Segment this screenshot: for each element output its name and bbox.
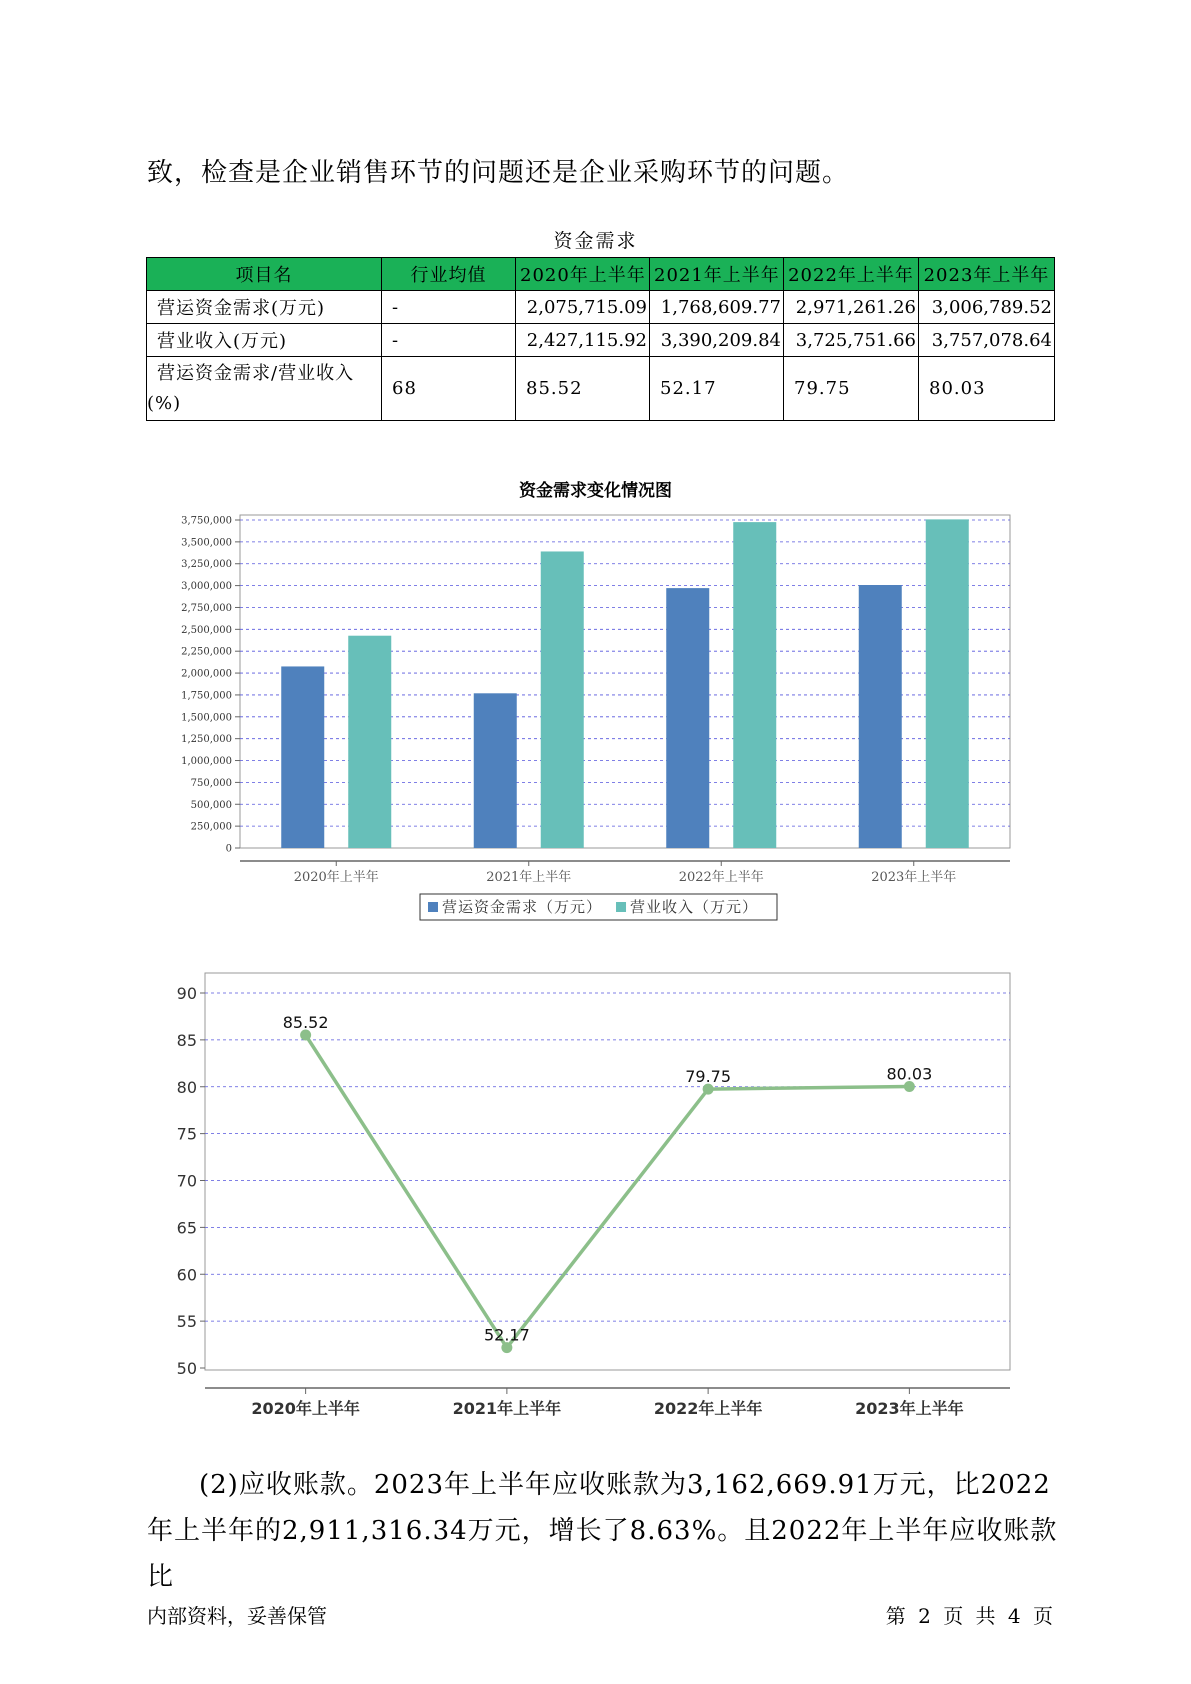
value-cell: 1,768,609.77 — [650, 291, 784, 324]
y-tick-label: 80 — [176, 1077, 197, 1097]
table-header-cell: 2021年上半年 — [650, 258, 784, 291]
data-label: 79.75 — [685, 1067, 732, 1087]
x-tick-label: 2023年上半年 — [855, 1399, 964, 1418]
y-tick-label: 750,000 — [190, 777, 232, 789]
y-tick-label: 65 — [176, 1218, 197, 1238]
industry-average-cell: - — [382, 291, 516, 324]
y-tick-label: 55 — [176, 1312, 197, 1332]
value-cell: 2,427,115.92 — [516, 324, 650, 357]
row-label: 营运资金需求(万元) — [147, 291, 382, 324]
x-tick-label: 2021年上半年 — [486, 870, 572, 885]
y-tick-label: 1,000,000 — [181, 756, 232, 768]
table-header-cell: 项目名 — [147, 258, 382, 291]
y-tick-label: 50 — [176, 1359, 197, 1378]
y-tick-label: 1,500,000 — [181, 712, 232, 724]
body-paragraph-bottom: (2)应收账款。2023年上半年应收账款为3,162,669.91万元，比2022年上半年的2,911,316.34万元，增长了8.63%。且2022年上半年应收账款比 — [147, 1470, 1058, 1592]
series-line — [306, 1035, 910, 1348]
y-tick-label: 75 — [176, 1124, 197, 1144]
y-tick-label: 90 — [176, 984, 197, 1003]
value-cell: 80.03 — [919, 357, 1055, 421]
row-label: 营业收入(万元) — [147, 324, 382, 357]
x-tick-label: 2020年上半年 — [293, 870, 379, 885]
x-tick-label: 2021年上半年 — [452, 1399, 562, 1418]
value-cell: 3,725,751.66 — [784, 324, 919, 357]
table-header-cell: 2022年上半年 — [784, 258, 919, 291]
table-header-cell: 行业均值 — [382, 258, 516, 291]
value-cell: 3,390,209.84 — [650, 324, 784, 357]
y-tick-label: 500,000 — [190, 799, 232, 811]
legend-label: 营业收入（万元） — [630, 898, 759, 916]
value-cell: 2,971,261.26 — [784, 291, 919, 324]
footer-note: 内部资料，妥善保管 — [147, 1604, 327, 1628]
table-header-cell: 2020年上半年 — [516, 258, 650, 291]
y-tick-label: 250,000 — [190, 821, 232, 833]
value-cell: 52.17 — [650, 357, 784, 421]
data-label: 52.17 — [483, 1325, 530, 1345]
table-caption: 资金需求 — [553, 230, 638, 252]
x-tick-label: 2022年上半年 — [653, 1399, 763, 1418]
value-cell: 3,757,078.64 — [919, 324, 1055, 357]
value-cell: 85.52 — [516, 357, 650, 421]
value-cell: 3,006,789.52 — [919, 291, 1055, 324]
x-tick-label: 2020年上半年 — [251, 1399, 360, 1418]
x-tick-label: 2022年上半年 — [678, 870, 764, 885]
bar-chart-title: 资金需求变化情况图 — [519, 481, 672, 501]
y-tick-label: 2,750,000 — [181, 602, 232, 614]
data-label: 80.03 — [886, 1064, 933, 1084]
y-tick-label: 1,750,000 — [181, 690, 232, 702]
x-tick-label: 2023年上半年 — [871, 870, 957, 885]
y-tick-label: 1,250,000 — [181, 734, 232, 746]
plot-frame — [205, 973, 1010, 1370]
y-tick-label: 2,000,000 — [181, 668, 232, 680]
y-tick-label: 2,500,000 — [181, 624, 232, 636]
row-label-text: 营运资金需求/营业收入(%) — [147, 362, 355, 414]
y-tick-label: 3,250,000 — [181, 559, 232, 571]
y-tick-label: 3,750,000 — [181, 515, 232, 527]
y-tick-label: 70 — [176, 1171, 197, 1191]
y-tick-label: 85 — [176, 1030, 197, 1050]
data-label: 85.52 — [282, 1013, 329, 1032]
industry-average-cell: 68 — [382, 357, 516, 421]
y-tick-label: 3,500,000 — [181, 537, 232, 549]
y-tick-label: 3,000,000 — [181, 581, 232, 593]
legend-label: 营运资金需求（万元） — [442, 898, 603, 916]
body-paragraph-top: 致，检查是企业销售环节的问题还是企业采购环节的问题。 — [147, 158, 850, 188]
value-cell: 79.75 — [784, 357, 919, 421]
value-cell: 2,075,715.09 — [516, 291, 650, 324]
y-tick-label: 60 — [176, 1265, 197, 1285]
table-header-cell: 2023年上半年 — [919, 258, 1055, 291]
y-tick-label: 2,250,000 — [181, 646, 232, 658]
y-tick-label: 0 — [225, 843, 232, 855]
industry-average-cell: - — [382, 324, 516, 357]
page-number: 第 2 页 共 4 页 — [885, 1604, 1053, 1628]
